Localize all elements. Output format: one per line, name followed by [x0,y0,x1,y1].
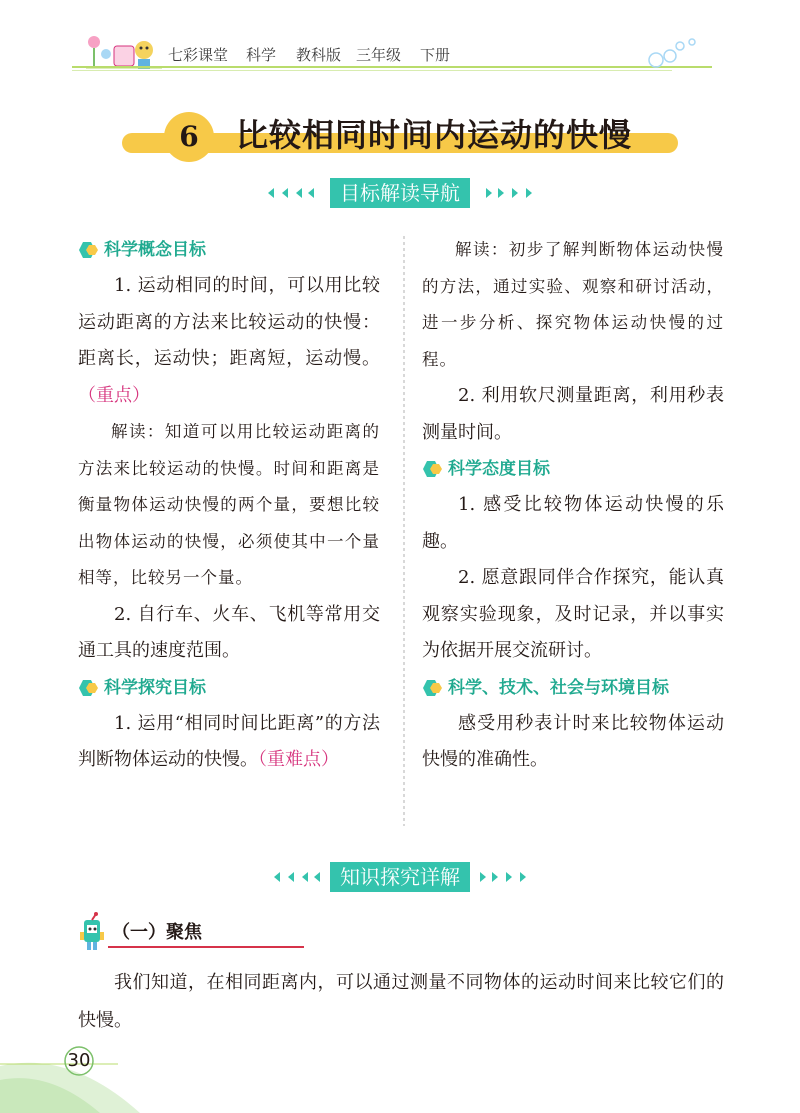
left-column [78,232,380,779]
focus-underline [108,946,304,948]
focus-title: （一）聚焦 [112,922,202,943]
focus-heading [78,912,228,952]
concept-interpretation: 解读：知道可以用比较运动距离的方法来比较运动的快慢。时间和距离是衡量物体运动快慢的两个量，要想比较出物体运动的快慢，必须使其中一个量相等，比较另一个量。 [78,422,380,587]
inquiry-goal-heading-text: 科学探究目标 [104,677,206,698]
right-arrows-icon [486,187,540,199]
header-grade: 三年级 [356,46,402,64]
hexagon-bullet-icon [78,679,100,697]
attitude-item-2: 2. 愿意跟同伴合作探究，能认真观察实验现象，及时记录，并以事实为依据开展交流研讨。 [422,567,724,661]
header-edition: 教科版 [296,46,342,64]
inquiry-item-2: 2. 利用软尺测量距离，利用秒表测量时间。 [422,385,724,443]
hexagon-bullet-icon [422,460,444,478]
concept-item-1 [78,268,380,414]
concept-item-1-text: 1. 运动相同的时间，可以用比较运动距离的方法来比较运动的快慢：距离长，运动快；距离短，运动慢。 [78,275,380,369]
inquiry-goal-heading [78,670,380,706]
concept-item-2: 2. 自行车、火车、飞机等常用交通工具的速度范围。 [78,603,380,661]
page-header [0,0,800,80]
hexagon-bullet-icon [422,679,444,697]
attitude-item-1: 1. 感受比较物体运动快慢的乐趣。 [422,494,724,552]
bubbles-decoration-icon [642,36,722,76]
header-divider [72,66,712,68]
sts-item: 感受用秒表计时来比较物体运动快慢的准确性。 [422,712,724,770]
hexagon-bullet-icon [78,241,100,259]
goals-banner-label: 目标解读导航 [330,178,470,208]
right-arrows-icon [480,871,534,883]
knowledge-banner [266,862,534,892]
inquiry-item-1-text: 1. 运用“相同时间比距离”的方法判断物体运动的快慢。 [78,712,380,770]
sts-goal-heading [422,670,724,706]
attitude-goal-heading [422,451,724,487]
concept-goal-heading [78,232,380,268]
header-subject: 科学 [246,46,277,64]
focus-paragraph: 我们知道，在相同距离内，可以通过测量不同物体的运动时间来比较它们的快慢。 [78,972,724,1031]
knowledge-banner-label: 知识探究详解 [330,862,470,892]
goals-banner [260,178,540,208]
header-series: 七彩课堂 [168,46,229,64]
header-divider-thin [72,70,672,71]
inquiry-interpretation: 解读：初步了解判断物体运动快慢的方法，通过实验、观察和研讨活动，进一步分析、探究物体运动快慢的过程。 [422,240,724,369]
inquiry-item-1 [78,706,380,779]
concept-goal-heading-text: 科学概念目标 [104,240,206,260]
attitude-goal-heading-text: 科学态度目标 [448,459,550,479]
left-arrows-icon [260,187,314,199]
page-number: 30 [67,1050,91,1071]
right-column [422,232,724,779]
lesson-number: 6 [164,112,214,162]
key-point-tag: （重点） [78,384,150,406]
lesson-title: 比较相同时间内运动的快慢 [236,116,633,154]
focus-body [78,964,724,1040]
column-divider [403,236,405,826]
left-arrows-icon [266,871,320,883]
robot-mascot-icon [78,912,106,952]
difficult-point-tag: （重难点） [258,749,339,770]
sts-goal-heading-text: 科学、技术、社会与环境目标 [448,677,669,698]
header-volume: 下册 [420,46,451,64]
